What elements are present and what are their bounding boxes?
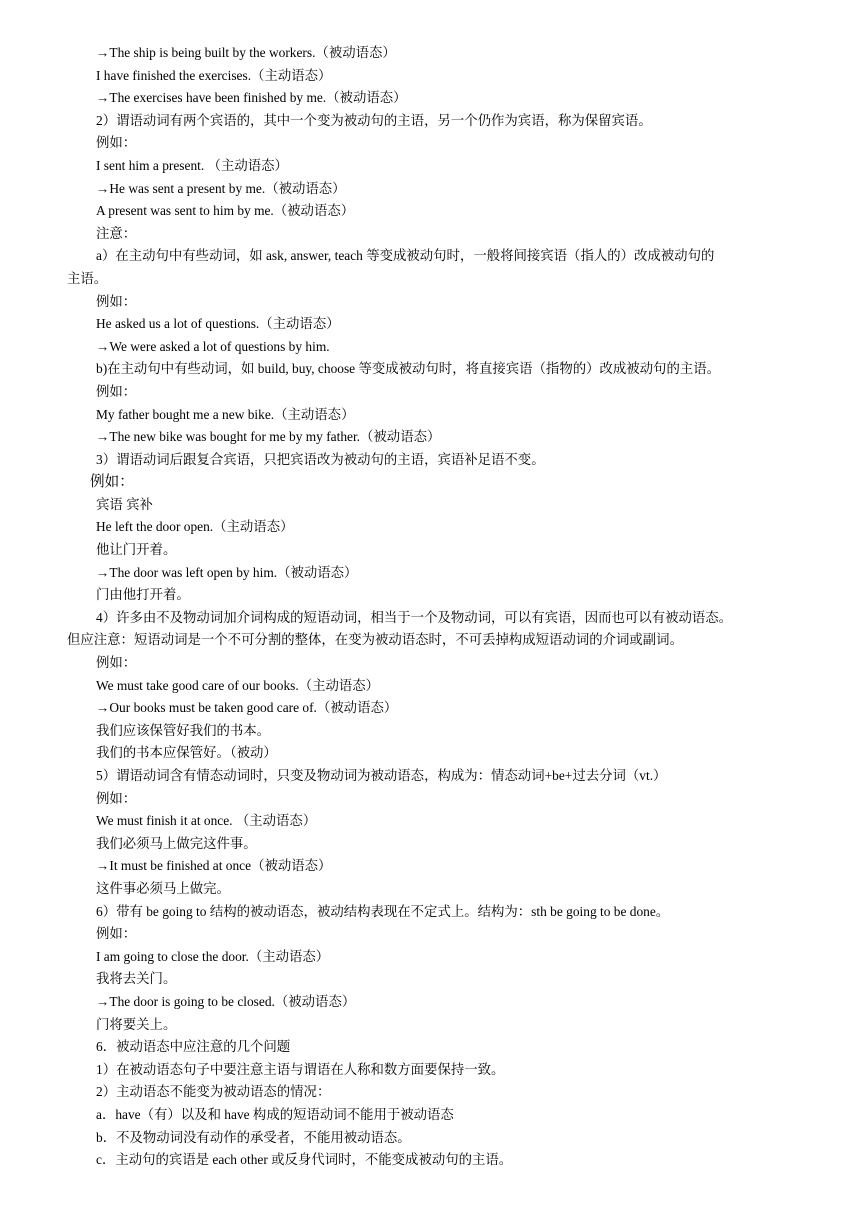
text-line: b)在主动句中有些动词，如 build, buy, choose 等变成被动句时，将直接宾语（指物的）改成被动句的主语。 [96, 361, 721, 377]
text-line: We must finish it at once. （主动语态） [96, 813, 317, 829]
text-line: 门由他打开着。 [96, 587, 190, 603]
text-line: 我们应该保管好我们的书本。 [96, 722, 271, 738]
text-line: →The door was left open by him.（被动语态） [96, 564, 358, 580]
text-line: →He was sent a present by me.（被动语态） [96, 180, 346, 196]
text-line: 门将要关上。 [96, 1016, 177, 1032]
text-line: A present was sent to him by me.（被动语态） [96, 203, 355, 219]
text-line: 2）谓语动词有两个宾语的，其中一个变为被动句的主语，另一个仍作为宾语，称为保留宾语。 [96, 112, 652, 128]
text-line: a）在主动句中有些动词，如 ask, answer, teach 等变成被动句时，一般将间接宾语（指人的）改成被动句的 [96, 248, 715, 264]
text-line: 我们必须马上做完这件事。 [96, 835, 257, 851]
text-line: 宾语 宾补 [96, 496, 153, 512]
text-line: 4）许多由不及物动词加介词构成的短语动词，相当于一个及物动词，可以有宾语，因而也可以有被动语态。 [96, 609, 733, 625]
text-line: I have finished the exercises.（主动语态） [96, 67, 332, 83]
text-line: 我将去关门。 [96, 971, 177, 987]
text-line: 这件事必须马上做完。 [96, 880, 230, 896]
text-line: 例如： [96, 926, 137, 942]
text-line: b．不及物动词没有动作的承受者，不能用被动语态。 [96, 1129, 411, 1145]
section-heading: 6．被动语态中应注意的几个问题 [96, 1039, 291, 1055]
text-line: →The new bike was bought for me by my father.（被动语态） [96, 429, 441, 445]
text-line: My father bought me a new bike.（主动语态） [96, 406, 355, 422]
text-line: 2）主动语态不能变为被动语态的情况： [96, 1084, 331, 1100]
text-line: I am going to close the door.（主动语态） [96, 948, 330, 964]
text-line: 我们的书本应保管好。（被动） [96, 745, 277, 761]
text-line: 例如： [96, 790, 137, 806]
text-line: →It must be finished at once（被动语态） [96, 858, 332, 874]
text-line: 例如： [90, 474, 134, 491]
text-line: 6）带有 be going to 结构的被动语态，被动结构表现在不定式上。结构为：sth be going to be done。 [96, 903, 670, 919]
text-line: a．have（有）以及和 have 构成的短语动词不能用于被动语态 [96, 1106, 454, 1122]
text-line: He left the door open.（主动语态） [96, 519, 294, 535]
text-line: We must take good care of our books.（主动语态） [96, 677, 380, 693]
text-line: 5）谓语动词含有情态动词时，只变及物动词为被动语态，构成为：情态动词+be+过去分词（vt.） [96, 768, 667, 783]
text-line: c．主动句的宾语是 each other 或反身代词时，不能变成被动句的主语。 [96, 1152, 513, 1168]
text-line: →The exercises have been finished by me.（被动语态） [96, 90, 407, 106]
text-line: 主语。 [67, 270, 108, 286]
text-line: 1）在被动语态句子中要注意主语与谓语在人称和数方面要保持一致。 [96, 1061, 505, 1077]
text-line: 例如： [96, 383, 137, 399]
text-line: →Our books must be taken good care of.（被动语态） [96, 700, 398, 716]
text-line: He asked us a lot of questions.（主动语态） [96, 316, 340, 332]
text-line: →We were asked a lot of questions by him. [96, 338, 330, 354]
text-line: 他让门开着。 [96, 542, 177, 558]
text-line: 3）谓语动词后跟复合宾语，只把宾语改为被动句的主语，宾语补足语不变。 [96, 451, 545, 467]
text-line: 例如： [96, 655, 137, 671]
document-page [0, 42, 860, 1172]
text-line: 注意： [96, 225, 137, 241]
text-line: →The door is going to be closed.（被动语态） [96, 993, 356, 1009]
text-line: I sent him a present. （主动语态） [96, 157, 288, 173]
text-line: 例如： [96, 135, 137, 151]
text-line: 但应注意：短语动词是一个不可分割的整体，在变为被动语态时，不可丢掉构成短语动词的介词或副词。 [67, 632, 683, 648]
text-line: →The ship is being built by the workers.（被动语态） [96, 45, 396, 60]
text-line: 例如： [96, 293, 137, 309]
